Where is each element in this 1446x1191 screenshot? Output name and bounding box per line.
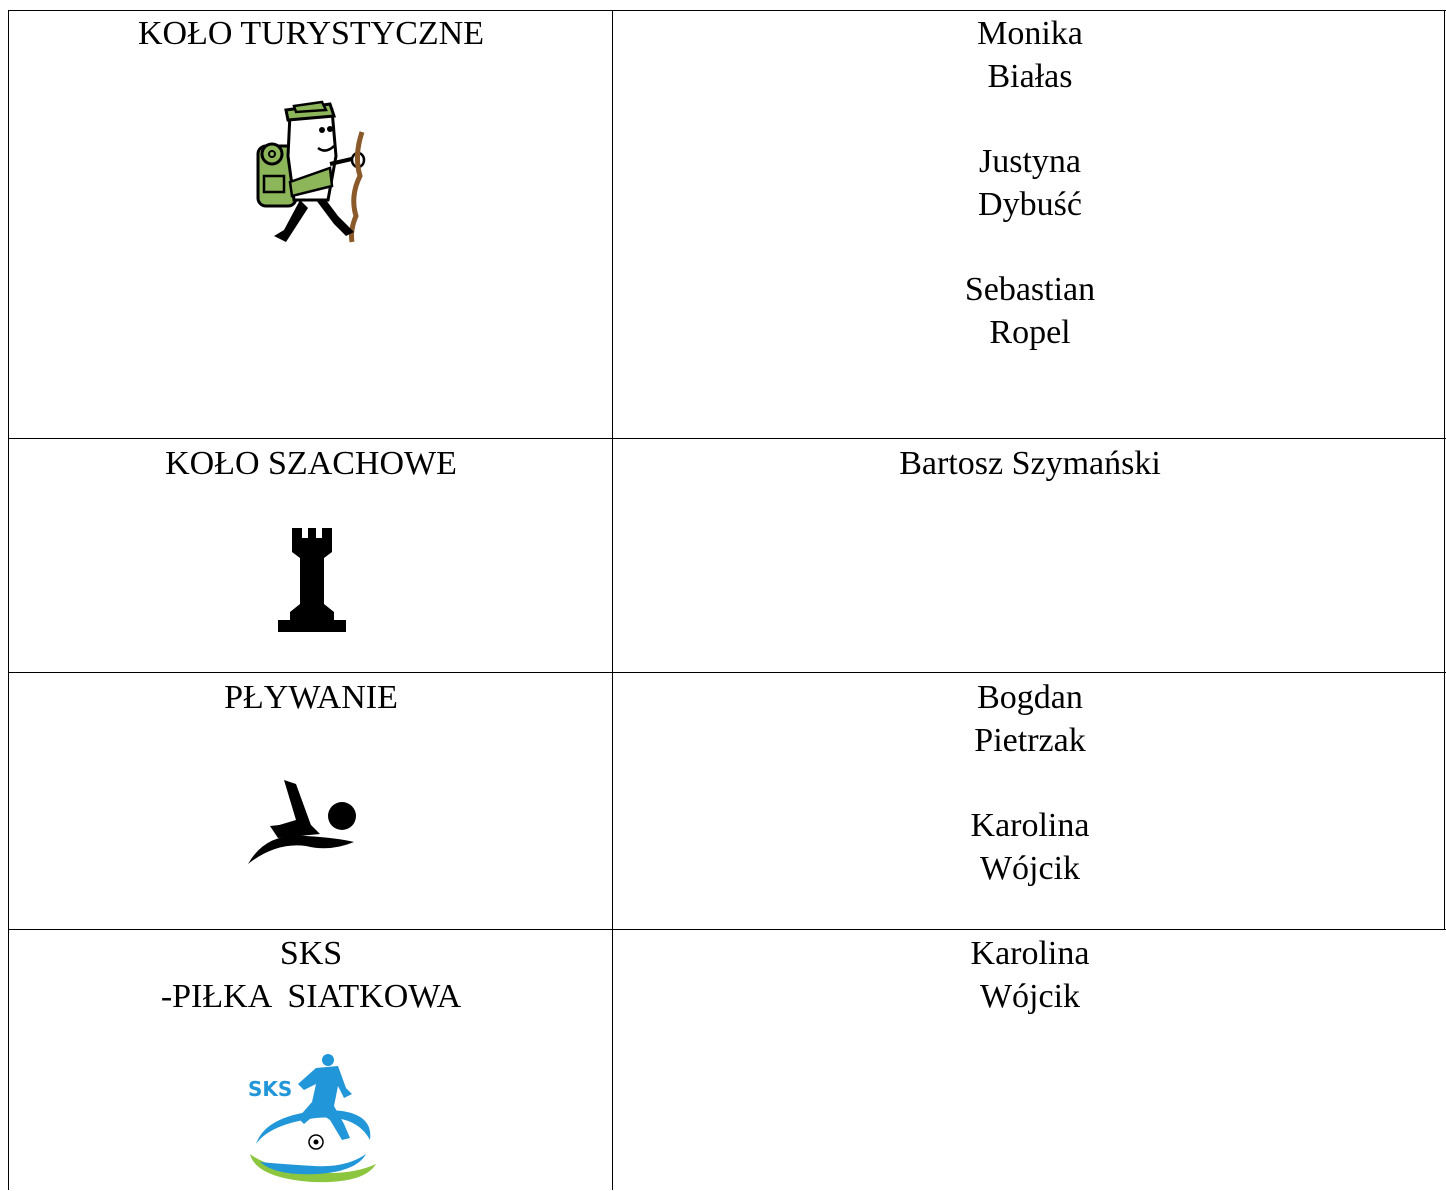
leader-first-name: Sebastian [964,271,1096,308]
row-divider [8,929,1446,930]
leader-first-name: Bogdan [977,679,1083,716]
leader-last-name: Pietrzak [974,722,1086,759]
leader-first-name: Karolina [970,935,1090,972]
table-border-left [8,10,9,1190]
row-divider [8,672,1446,673]
table-border-top [8,10,1446,11]
column-divider [612,10,613,1190]
leader-first-name: Justyna [979,143,1081,180]
activity-name-line: SKS [279,935,343,972]
leader-last-name: Ropel [989,314,1071,351]
leader-first-name: Karolina [970,807,1090,844]
activity-name: KOŁO SZACHOWE [165,445,457,482]
leaders-list [614,12,1446,354]
sks-logo-icon [246,1054,380,1186]
activity-name: KOŁO TURYSTYCZNE [138,15,484,52]
leader-first-name: Monika [977,15,1083,52]
activity-name [10,932,612,1018]
leader-last-name: Wójcik [979,850,1081,887]
leader-last-name: Białas [987,58,1073,95]
leaders-list [614,442,1446,485]
row-divider [8,438,1446,439]
activity-name: PŁYWANIE [224,679,398,716]
swimmer-icon [248,780,360,866]
leader-name: Bartosz Szymański [899,445,1161,482]
leader-last-name: Wójcik [979,978,1081,1015]
chess-rook-icon [276,528,348,632]
sks-logo-text: SKS [248,1077,293,1101]
activity-name-line: -PIŁKA SIATKOWA [160,978,462,1015]
leaders-list [614,676,1446,890]
leader-last-name: Dybuść [978,186,1082,223]
hiker-icon [250,96,375,244]
leaders-list [614,932,1446,1018]
